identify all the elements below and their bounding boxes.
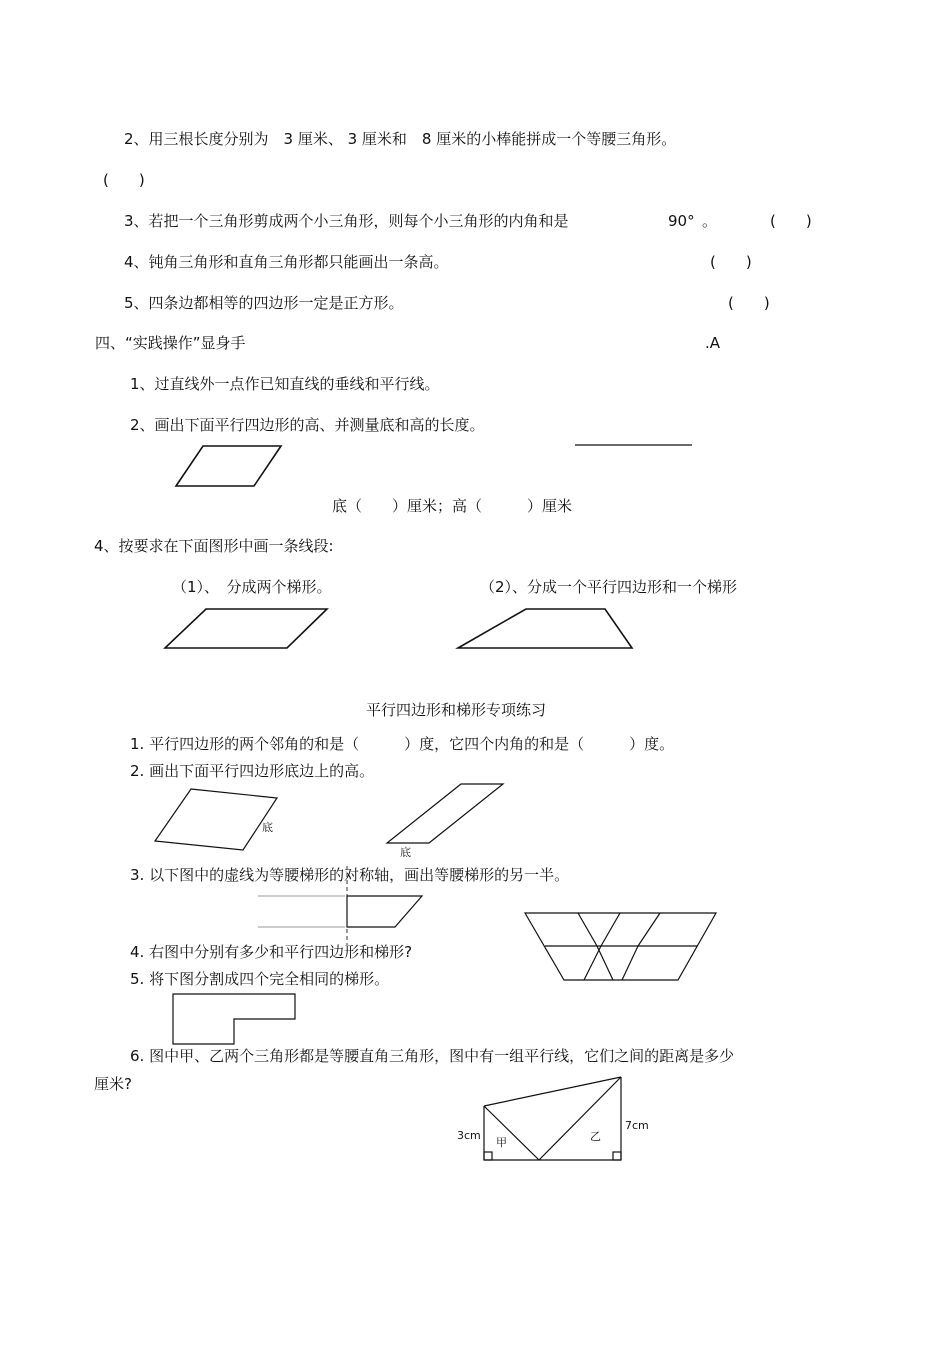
parallelogram-2 bbox=[387, 784, 503, 843]
practice-title: 平行四边形和梯形专项练习 bbox=[366, 701, 547, 719]
section4-q4b: （2）、分成一个平行四边形和一个梯形 bbox=[480, 578, 738, 596]
section4-q4: 4、按要求在下面图形中画一条线段: bbox=[94, 537, 334, 555]
label-yi: 乙 bbox=[590, 1130, 601, 1143]
point-a-label: .A bbox=[705, 334, 721, 352]
trapezoid-split bbox=[458, 609, 632, 648]
section4-title: 四、“实践操作”显身手 bbox=[95, 334, 246, 352]
practice-q3: 3. 以下图中的虚线为等腰梯形的对称轴，画出等腰梯形的另一半。 bbox=[130, 866, 570, 884]
tf-q2-text: 2、用三根长度分别为 3 厘米、 3 厘米和 8 厘米的小棒能拼成一个等腰三角形。 bbox=[124, 130, 677, 148]
practice-q2: 2. 画出下面平行四边形底边上的高。 bbox=[130, 762, 375, 780]
parallelogram-split bbox=[165, 609, 327, 648]
measure-line: 底（ ）厘米；高（ ）厘米 bbox=[332, 497, 573, 515]
practice-q6-line2: 厘米? bbox=[94, 1075, 132, 1093]
section4-q2: 2、画出下面平行四边形的高、并测量底和高的长度。 bbox=[130, 416, 485, 434]
trapezoid-grid bbox=[525, 913, 716, 980]
half-trapezoid bbox=[347, 896, 422, 927]
tf-q2-paren[interactable]: ( ) bbox=[103, 171, 145, 189]
practice-q5: 5. 将下图分割成四个完全相同的梯形。 bbox=[130, 970, 390, 988]
section4-q4a: （1）、 分成两个梯形。 bbox=[172, 578, 332, 596]
tf-q4-paren[interactable]: ( ) bbox=[710, 253, 752, 271]
tf-q5-paren[interactable]: ( ) bbox=[728, 294, 770, 312]
practice-q4: 4. 右图中分别有多少和平行四边形和梯形? bbox=[130, 943, 413, 961]
tf-q3-text: 3、若把一个三角形剪成两个小三角形，则每个小三角形的内角和是 bbox=[124, 212, 569, 230]
parallelogram-1 bbox=[155, 789, 277, 850]
label-jia: 甲 bbox=[496, 1136, 507, 1149]
section4-q1: 1、过直线外一点作已知直线的垂线和平行线。 bbox=[130, 375, 440, 393]
practice-q1: 1. 平行四边形的两个邻角的和是（ ）度，它四个内角的和是（ ）度。 bbox=[130, 735, 675, 753]
tf-q3-paren[interactable]: ( ) bbox=[770, 212, 812, 230]
label-7cm: 7cm bbox=[625, 1119, 649, 1132]
tf-q4-text: 4、钝角三角形和直角三角形都只能画出一条高。 bbox=[124, 253, 449, 271]
practice-q6-line1: 6. 图中甲、乙两个三角形都是等腰直角三角形，图中有一组平行线，它们之间的距离是多少 bbox=[130, 1047, 735, 1065]
label-3cm: 3cm bbox=[457, 1129, 481, 1142]
tf-q3-end: 。 bbox=[702, 212, 718, 230]
base-label-1: 底 bbox=[262, 821, 273, 834]
tf-q5-text: 5、四条边都相等的四边形一定是正方形。 bbox=[124, 294, 404, 312]
tf-q3-value: 90° bbox=[668, 212, 695, 230]
base-label-2: 底 bbox=[400, 846, 411, 859]
